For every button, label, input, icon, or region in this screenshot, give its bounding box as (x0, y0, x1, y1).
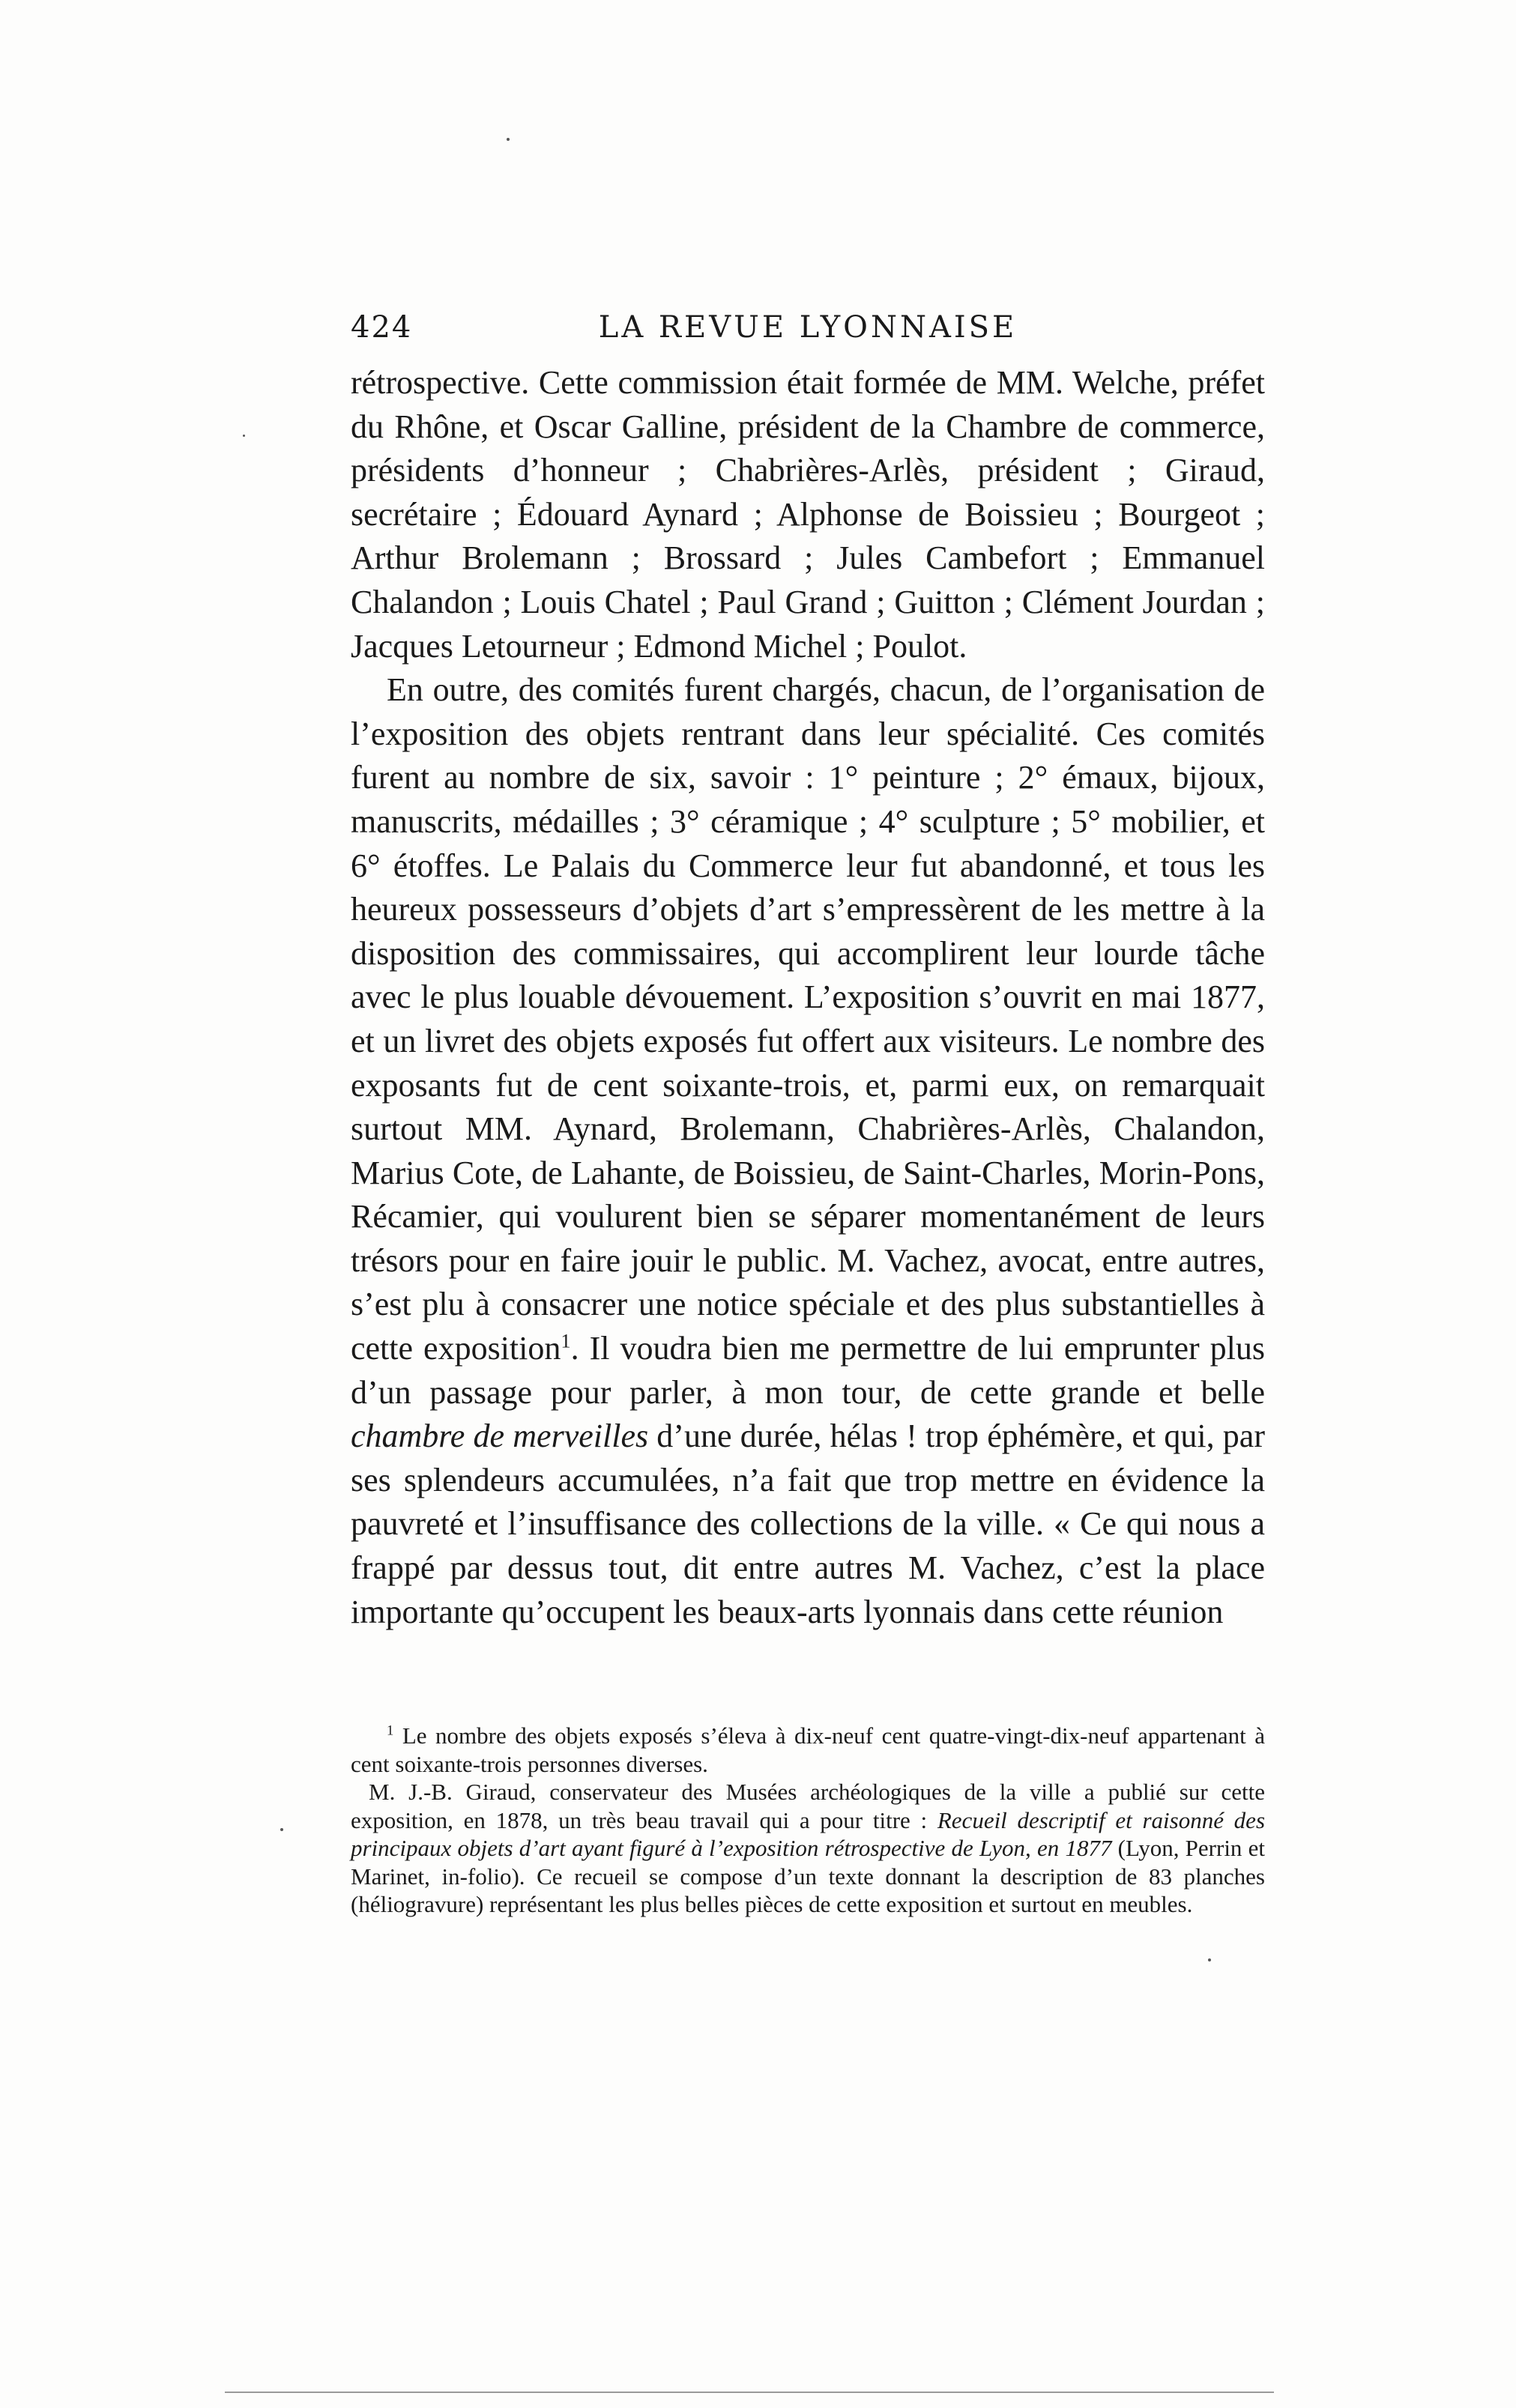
footnote-book-title: Recueil descriptif et raisonné des principaux objets d’art ayant figuré à l’exposition rétrospective de Lyon, en 1877 (351, 1806, 1266, 1861)
footnote-1-marker: 1 (387, 1722, 394, 1739)
footnote-continuation-text: M. J.-B. Giraud, conservateur des Musées archéologiques de la ville a publié sur cette exposition, en 1878, un très beau travail qui a pour titre : (351, 1779, 1265, 1833)
page-header (351, 310, 1265, 355)
paragraph-2-text-end: d’une durée, hélas ! trop éphémère, et qui, par ses splendeurs accumulées, n’a fait que trop mettre en évidence la pauvreté et l’insuffisance des collections de la ville. « Ce qui nous a frappé par dessus tout, dit entre autres M. Vachez, c’est la place importante qu’occupent les beaux-arts lyonnais dans cette réunion (351, 1418, 1265, 1630)
footnotes (351, 1722, 1265, 1919)
scan-speck (1208, 1958, 1211, 1961)
scan-speck (243, 435, 245, 437)
main-text (351, 361, 1265, 1634)
italic-phrase: chambre de merveilles (351, 1418, 649, 1455)
scan-bottom-rule (225, 2392, 1274, 2393)
footnote-continuation-end: (Lyon, Perrin et Marinet, in-folio). Ce recueil se compose d’un texte donnant la description de 83 planches (héliogravure) représentant les plus belles pièces de cette exposition et surtout en meubles. (351, 1835, 1266, 1917)
running-title: LA REVUE LYONNAISE (598, 310, 1018, 345)
paragraph-2 (351, 668, 1265, 1634)
footnote-reference-1: 1 (561, 1329, 571, 1352)
paragraph-2-text-continued: . Il voudra bien me permettre de lui emprunter plus d’un passage pour parler, à mon tour, de cette grande et belle (351, 1330, 1265, 1411)
paragraph-2-text: En outre, des comités furent chargés, chacun, de l’organisation de l’exposition des objets rentrant dans leur spécialité. Ces comités furent au nombre de six, savoir : 1° peinture ; 2° émaux, bijoux, manuscrits, médailles ; 3° céramique ; 4° sculpture ; 5° mobilier, et 6° étoffes. Le Palais du Commerce leur fut abandonné, et tous les heureux possesseurs d’objets d’art s’empressèrent de les mettre à la disposition des commissaires, qui accomplirent leur lourde tâche avec le plus louable dévouement. L’exposition s’ouvrit en mai 1877, et un livret des objets exposés fut offert aux visiteurs. Le nombre des exposants fut de cent soixante-trois, et, parmi eux, on remarquait surtout MM. Aynard, Brolemann, Chabrières-Arlès, Chalandon, Marius Cote, de Lahante, de Boissieu, de Saint-Charles, Morin-Pons, Récamier, qui voulurent bien se séparer momentanément de leurs trésors pour en faire jouir le public. M. Vachez, avocat, entre autres, s’est plu à consacrer une notice spéciale et des plus substantielles à cette exposition (351, 671, 1265, 1367)
scan-speck (507, 138, 510, 141)
paragraph-1: rétrospective. Cette commission était formée de MM. Welche, préfet du Rhône, et Oscar Galline, président de la Chambre de commerce, présidents d’honneur ; Chabrières-Arlès, président ; Giraud, secrétaire ; Édouard Aynard ; Alphonse de Boissieu ; Bourgeot ; Arthur Brolemann ; Brossard ; Jules Cambefort ; Emmanuel Chalandon ; Louis Chatel ; Paul Grand ; Guitton ; Clément Jourdan ; Jacques Letourneur ; Edmond Michel ; Poulot. (351, 364, 1265, 665)
page-number: 424 (351, 310, 413, 345)
scan-speck (280, 1828, 283, 1831)
footnote-1-text: Le nombre des objets exposés s’éleva à dix-neuf cent quatre-vingt-dix-neuf appartenant à cent soixante-trois personnes diverses. (351, 1722, 1265, 1777)
footnote-1-continuation (351, 1778, 1265, 1919)
footnote-1 (351, 1722, 1265, 1778)
